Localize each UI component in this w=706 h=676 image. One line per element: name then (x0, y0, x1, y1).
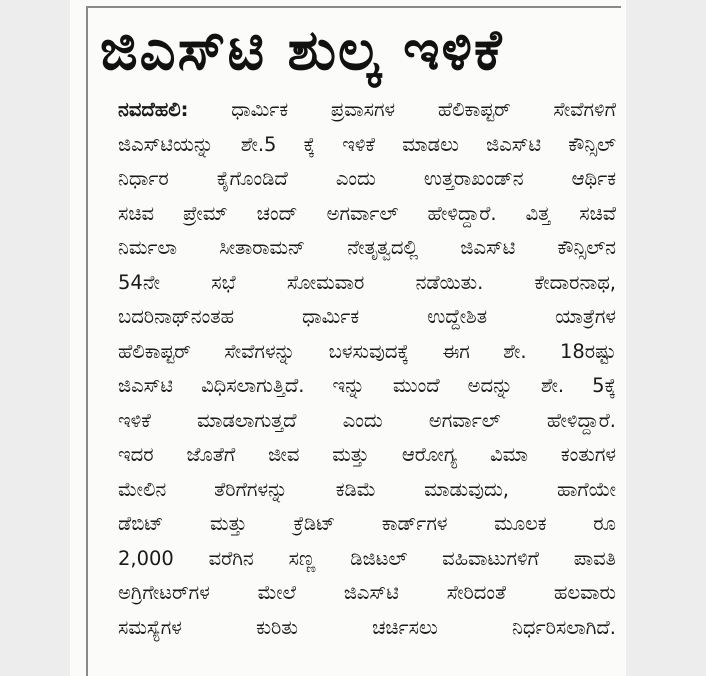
article-line: ಜಿಎಸ್‌ಟಿ ವಿಧಿಸಲಾಗುತ್ತಿದೆ. ಇನ್ನು ಮುಂದೆ ಅದನ್ನು ಶೇ. 5ಕ್ಕೆ (118, 374, 616, 397)
article-line: 54ನೇ ಸಭೆ ಸೋಮವಾರ ನಡೆಯಿತು. ಕೇದಾರನಾಥ, (118, 270, 616, 294)
article-line: 2,000 ವರೆಗಿನ ಸಣ್ಣ ಡಿಜಿಟಲ್ ವಹಿವಾಟುಗಳಿಗೆ ಪಾವತಿ (118, 546, 616, 570)
top-rule (86, 6, 621, 8)
article-line: ಸಚಿವ ಪ್ರೇಮ್ ಚಂದ್ ಅಗರ್ವಾಲ್ ಹೇಳಿದ್ದಾರೆ. ವಿತ್ತ ಸಚಿವೆ (118, 201, 616, 225)
article-line: ನಿರ್ಧಾರ ಕೈಗೊಂಡಿದೆ ಎಂದು ಉತ್ತರಾಖಂಡ್‌ನ ಆರ್ಥಿಕ (118, 167, 616, 190)
article-line: ಇಳಿಕೆ ಮಾಡಲಾಗುತ್ತದೆ ಎಂದು ಅಗರ್ವಾಲ್ ಹೇಳಿದ್ದಾರೆ. (118, 408, 616, 432)
article-line (118, 93, 616, 128)
article-line: ಮೇಲಿನ ತೆರಿಗೆಗಳನ್ನು ಕಡಿಮೆ ಮಾಡುವುದು, ಹಾಗೆಯೇ (118, 477, 616, 501)
headline: ಜಿಎಸ್‌ಟಿ ಶುಲ್ಕ ಇಳಿಕೆ (100, 17, 504, 83)
article-line: ಬದರಿನಾಥ್‌ನಂತಹ ಧಾರ್ಮಿಕ ಉದ್ದೇಶಿತ ಯಾತ್ರೆಗಳ (118, 305, 616, 328)
article-line: ಅಗ್ರಿಗೇಟರ್‌ಗಳ ಮೇಲೆ ಜಿಎಸ್‌ಟಿ ಸೇರಿದಂತೆ ಹಲವಾರು (118, 581, 616, 604)
page-margin-left (0, 0, 70, 676)
article-line-text: ಧಾರ್ಮಿಕ ಪ್ರವಾಸಗಳ ಹೆಲಿಕಾಪ್ಟರ್ ಸೇವೆಗಳಿಗೆ (231, 98, 616, 121)
article-line: ಡೆಬಿಟ್ ಮತ್ತು ಕ್ರೆಡಿಟ್ ಕಾರ್ಡ್‌ಗಳ ಮೂಲಕ ರೂ (118, 512, 616, 535)
article-line: ಜಿಎಸ್‌ಟಿಯನ್ನು ಶೇ.5 ಕ್ಕೆ ಇಳಿಕೆ ಮಾಡಲು ಜಿಎಸ್‌ಟಿ ಕೌನ್ಸಿಲ್ (118, 132, 616, 156)
article-line: ಇದರ ಜೊತೆಗೆ ಜೀವ ಮತ್ತು ಆರೋಗ್ಯ ವಿಮಾ ಕಂತುಗಳ (118, 443, 616, 466)
page-margin-right (626, 0, 706, 676)
article-line: ನಿರ್ಮಲಾ ಸೀತಾರಾಮನ್ ನೇತೃತ್ವದಲ್ಲಿ ಜಿಎಸ್‌ಟಿ ಕೌನ್ಸಿಲ್‌ನ (118, 236, 616, 259)
article-body (118, 93, 616, 645)
article-line: ಹೆಲಿಕಾಪ್ಟರ್ ಸೇವೆಗಳನ್ನು ಬಳಸುವುದಕ್ಕೆ ಈಗ ಶೇ. 18ರಷ್ಟು (118, 339, 616, 363)
article-line: ಸಮಸ್ಯೆಗಳ ಕುರಿತು ಚರ್ಚಿಸಲು ನಿರ್ಧರಿಸಲಾಗಿದೆ. (118, 615, 616, 639)
column-rule (86, 8, 88, 676)
dateline: ನವದೆಹಲಿ: (118, 98, 189, 121)
